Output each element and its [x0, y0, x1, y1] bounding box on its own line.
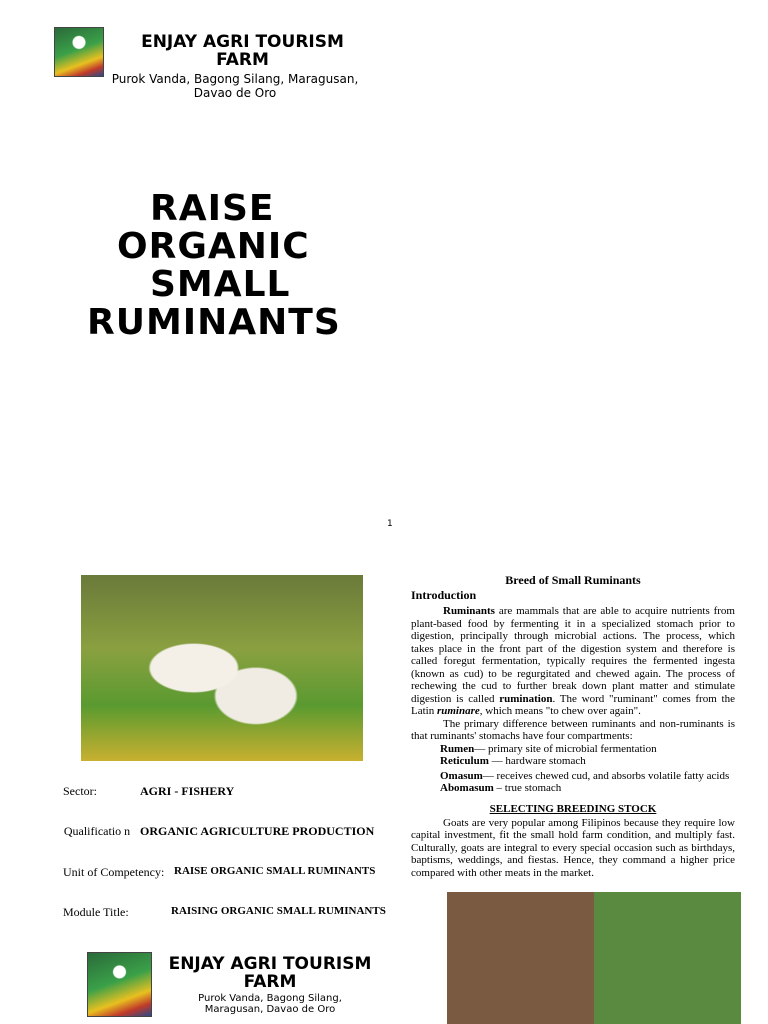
farm-logo [54, 27, 104, 77]
module-value: RAISING ORGANIC SMALL RUMINANTS [171, 905, 386, 917]
compartment-list [411, 743, 735, 795]
qualification-label: Qualificatio n [63, 824, 131, 838]
unit-value: RAISE ORGANIC SMALL RUMINANTS [174, 865, 376, 877]
compartment-item: Omasum— receives chewed cud, and absorbs volatile fatty acids [440, 769, 730, 782]
farm-address: Purok Vanda, Bagong Silang, Maragusan, Davao de Oro [111, 72, 359, 100]
unit-label: Unit of Competency: [63, 865, 165, 879]
intro-heading: Introduction [411, 588, 477, 602]
footer-text [160, 955, 380, 1015]
farm-name: ENJAY AGRI TOURISM FARM [141, 32, 344, 70]
intro-paragraph: Ruminants are mammals that are able to acquire nutrients from plant-based food by fermenting it in a specialized stomach prior to digestion, principally through microbial actions. The process, which takes place in the front part of the digestion system and therefore is called foregut fermentation, typically requires the fermented ingesta (known as cud) to be regurgitated and chewed again. The process of rechewing the cud to further break down plant matter and stimulate digestion is called rumination. The word "ruminant" comes from the Latin ruminare, which means "to chew over again". [411, 605, 735, 717]
compartment-item: Rumen— primary site of microbial fermentation [440, 742, 657, 755]
goat-collage-photo [447, 892, 741, 1024]
title-line-1: RAISE [150, 188, 275, 229]
page-number: 1 [387, 519, 393, 529]
article-title: Breed of Small Ruminants [505, 573, 641, 587]
goats-photo [81, 575, 363, 761]
module-label: Module Title: [63, 905, 129, 919]
footer-farm-name: ENJAY AGRI TOURISM FARM [168, 954, 372, 992]
footer-logo [87, 952, 152, 1017]
title-line-4: RUMINANTS [87, 302, 341, 343]
compartments-intro: The primary difference between ruminants and non-ruminants is that ruminants' stomachs have four compartments: [411, 717, 735, 742]
compartment-item: Reticulum — hardware stomach [440, 755, 586, 767]
article-column [411, 573, 735, 879]
section-heading: SELECTING BREEDING STOCK [489, 802, 657, 815]
title-line-3: SMALL [150, 264, 291, 305]
sector-value: AGRI - FISHERY [140, 784, 235, 798]
breeding-paragraph: Goats are very popular among Filipinos because they require low capital investment, fit the small hold farm condition, and multiply fast. Culturally, goats are integral to every special occasion such as birthdays, baptisms, weddings, and fiestas. Hence, they command a higher price compared with other meats in the market. [411, 816, 735, 879]
footer-address: Purok Vanda, Bagong Silang, Maragusan, Davao de Oro [198, 993, 342, 1015]
title-line-2: ORGANIC [117, 226, 310, 267]
compartment-item: Abomasum – true stomach [440, 782, 562, 794]
qualification-value: ORGANIC AGRICULTURE PRODUCTION [140, 824, 375, 838]
sector-label: Sector: [63, 784, 97, 798]
